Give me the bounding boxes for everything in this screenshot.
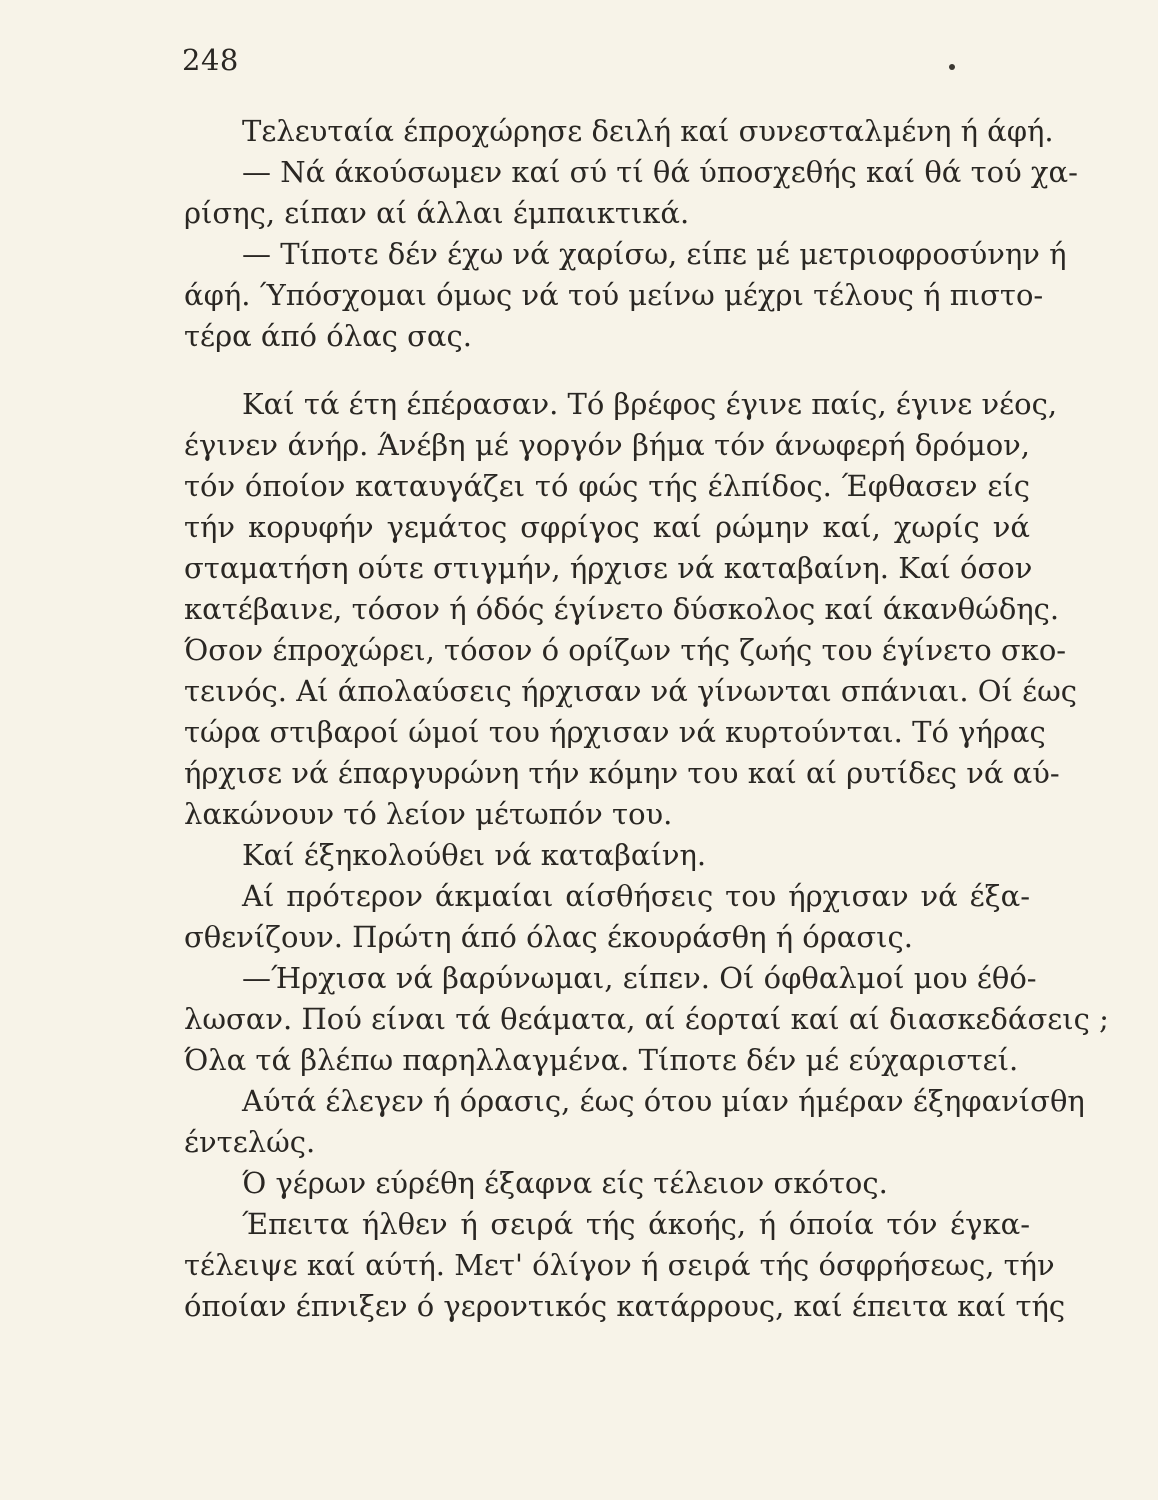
text-line: λακώνουν τό λείον μέτωπόν του. <box>184 797 673 831</box>
text-line: ήρχισε νά έπαργυρώνη τήν κόμην του καί αί ρυτίδες νά αύ- <box>184 756 1060 790</box>
text-line: — Τίποτε δέν έχω νά χαρίσω, είπε μέ μετριοφροσύνην ή <box>242 237 1067 271</box>
text-line: τέρα άπό όλας σας. <box>184 319 472 353</box>
text-line: σθενίζουν. Πρώτη άπό όλας έκουράσθη ή όρασις. <box>184 920 914 954</box>
text-line: Όλα τά βλέπω παρηλλαγμένα. Τίποτε δέν μέ εύχαριστεί. <box>184 1043 1019 1077</box>
text-line: Ό γέρων εύρέθη έξαφνα είς τέλειον σκότος. <box>242 1166 888 1200</box>
text-line: ρίσης, είπαν αί άλλαι έμπαικτικά. <box>184 196 690 230</box>
text-line: Έπειτα ήλθεν ή σειρά τής άκοής, ή όποία τόν έγκα- <box>242 1207 1030 1241</box>
text-line: — Νά άκούσωμεν καί σύ τί θά ύποσχεθής καί θά τού χα- <box>242 155 1078 189</box>
text-line: κατέβαινε, τόσον ή όδός έγίνετο δύσκολος καί άκανθώδης. <box>184 592 1060 626</box>
text-line: τεινός. Αί άπολαύσεις ήρχισαν νά γίνωνται σπάνιαι. Οί έως <box>184 674 1078 708</box>
text-line: —Ήρχισα νά βαρύνωμαι, είπεν. Οί όφθαλμοί μου έθό- <box>242 961 1037 995</box>
text-line: λωσαν. Πού είναι τά θεάματα, αί έορταί καί αί διασκεδάσεις ; <box>184 1002 1109 1036</box>
print-dot <box>949 64 955 70</box>
text-line: σταματήση ούτε στιγμήν, ήρχισε νά καταβαίνη. Καί όσον <box>184 551 1033 585</box>
text-line: Καί τά έτη έπέρασαν. Τό βρέφος έγινε παίς, έγινε νέος, <box>242 387 1058 421</box>
page-number: 248 <box>182 43 239 77</box>
text-line: τέλειψε καί αύτή. Μετ' όλίγον ή σειρά τής όσφρήσεως, τήν <box>184 1248 1055 1282</box>
text-line: έγινεν άνήρ. Άνέβη μέ γοργόν βήμα τόν άνωφερή δρόμον, <box>184 428 1030 462</box>
text-line: Τελευταία έπροχώρησε δειλή καί συνεσταλμένη ή άφή. <box>242 114 1054 148</box>
body-text <box>184 111 1109 1327</box>
text-line: άφή. Ύπόσχομαι όμως νά τού μείνω μέχρι τέλους ή πιστο- <box>184 278 1044 312</box>
text-line: τήν κορυφήν γεμάτος σφρίγος καί ρώμην καί, χωρίς νά <box>184 510 1030 544</box>
text-line: τώρα στιβαροί ώμοί του ήρχισαν νά κυρτούνται. Τό γήρας <box>184 715 1046 749</box>
text-line: έντελώς. <box>184 1125 316 1159</box>
text-line: Αί πρότερον άκμαίαι αίσθήσεις του ήρχισαν νά έξα- <box>242 879 1030 913</box>
text-line: όποίαν έπνιξεν ό γεροντικός κατάρρους, καί έπειτα καί τής <box>184 1289 1066 1323</box>
text-line: Όσον έπροχώρει, τόσον ό ορίζων τής ζωής του έγίνετο σκο- <box>184 633 1067 667</box>
text-line: Καί έξηκολούθει νά καταβαίνη. <box>242 838 707 872</box>
text-line: Αύτά έλεγεν ή όρασις, έως ότου μίαν ήμέραν έξηφανίσθη <box>242 1084 1085 1118</box>
text-line: τόν όποίον καταυγάζει τό φώς τής έλπίδος. Έφθασεν είς <box>184 469 1030 503</box>
